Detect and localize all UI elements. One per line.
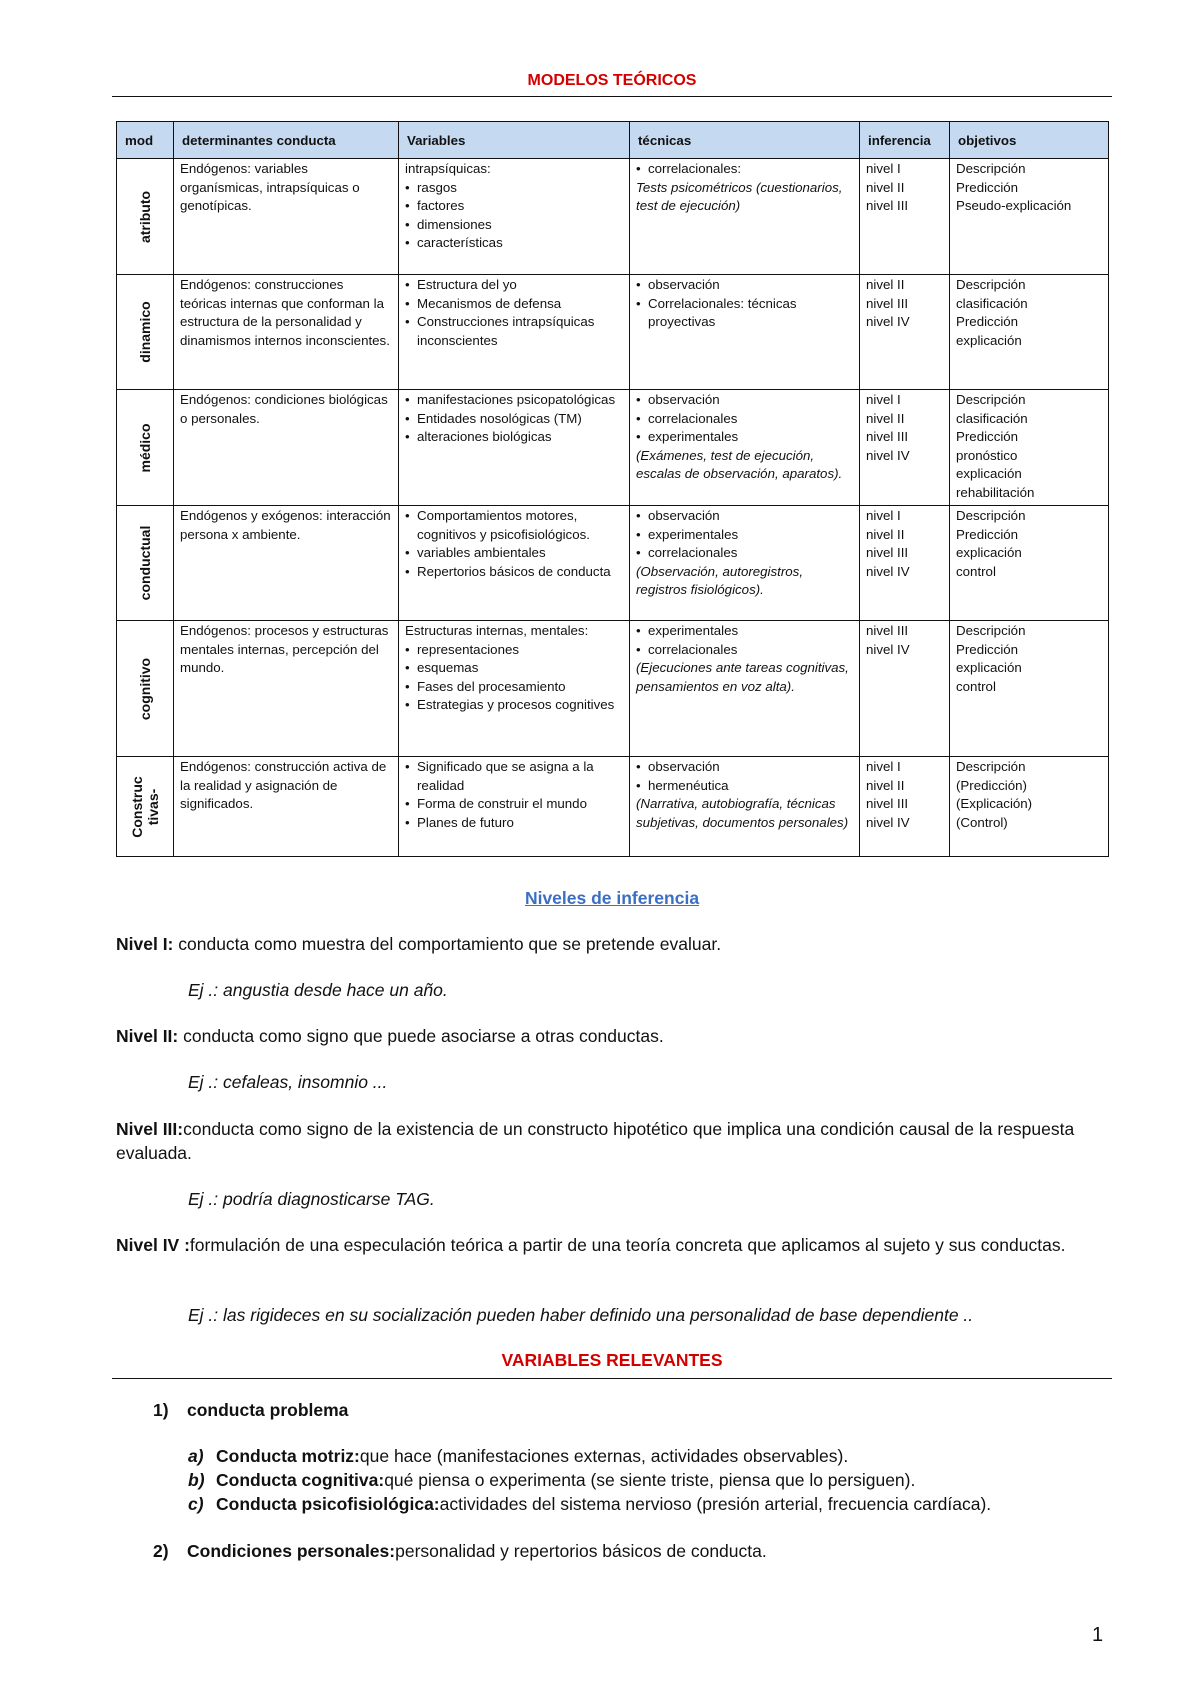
list-item: • variables ambientales (405, 544, 623, 563)
sub-item-letter: b) (188, 1470, 205, 1490)
list-item: • observación (636, 758, 853, 777)
title-divider (112, 96, 1112, 97)
variables-divider (112, 1378, 1112, 1379)
level-label: Nivel III: (116, 1119, 184, 1139)
table-row (117, 506, 1109, 621)
inference-level: nivel II (866, 179, 905, 195)
objective: Descripción (956, 277, 1026, 292)
sub-item-label: Conducta motriz: (216, 1446, 360, 1466)
inference-level: nivel IV (866, 563, 910, 579)
determinants-cell: Endógenos: variables organísmicas, intrapsíquicas o genotípicas. (174, 159, 399, 275)
inference-cell (860, 390, 950, 506)
inference-cell (860, 621, 950, 757)
list-item: • rasgos (405, 179, 623, 198)
inference-level: nivel III (866, 796, 909, 811)
inference-level: nivel III (866, 623, 909, 638)
list-item: • dimensiones (405, 216, 623, 235)
level-label: Nivel I: (116, 934, 174, 954)
inference-level: nivel II (866, 526, 905, 542)
variables-cell (399, 506, 630, 621)
column-header: técnicas (630, 122, 860, 159)
item-number: 2) (153, 1541, 169, 1561)
variables-section-title: VARIABLES RELEVANTES (501, 1350, 723, 1370)
list-item: • Significado que se asigna a la realidad (405, 758, 623, 795)
objective: Pseudo-explicación (956, 198, 1072, 213)
inference-level: nivel III (866, 295, 909, 311)
list-item: • Estrategias y procesos cognitives (405, 696, 623, 715)
sub-item (188, 1444, 848, 1468)
level-label: Nivel II: (116, 1026, 179, 1046)
model-label: atributo (137, 190, 153, 243)
table-row (117, 621, 1109, 757)
model-label: conductual (137, 525, 153, 601)
page-title: MODELOS TEÓRICOS (527, 72, 697, 89)
model-label: cognitivo (137, 657, 153, 720)
item-text: personalidad y repertorios básicos de conducta. (395, 1541, 767, 1561)
variables-cell (399, 390, 630, 506)
list-item: • Construcciones intrapsíquicas inconscientes (405, 313, 623, 350)
levels-section-title: Niveles de inferencia (524, 888, 700, 908)
sub-item-text: que hace (manifestaciones externas, actividades observables). (359, 1446, 849, 1466)
models-table (116, 121, 1109, 857)
level-text: conducta como signo de la existencia de un constructo hipotético que implica una condición causal de la respuesta evaluada. (116, 1119, 1075, 1163)
determinants-cell: Endógenos: procesos y estructuras mentales internas, percepción del mundo. (174, 621, 399, 757)
inference-level: nivel II (866, 410, 905, 426)
objective: explicación (956, 660, 1022, 675)
inference-level: nivel I (866, 759, 901, 774)
inference-level: nivel I (866, 508, 901, 523)
level-paragraph (116, 932, 1112, 956)
inference-level: nivel III (866, 198, 909, 213)
inference-level: nivel IV (866, 814, 910, 830)
list-item: • observación (636, 276, 853, 295)
techniques-cell (630, 506, 860, 621)
numbered-item (153, 1398, 348, 1422)
list-item: • correlacionales (636, 641, 853, 660)
model-cell (117, 159, 174, 275)
model-cell (117, 621, 174, 757)
inference-cell (860, 506, 950, 621)
list-item: • Repertorios básicos de conducta (405, 563, 623, 582)
table-row (117, 390, 1109, 506)
table-header-row (117, 122, 1109, 159)
determinants-cell: Endógenos: construcción activa de la realidad y asignación de significados. (174, 757, 399, 857)
list-item: • hermenéutica (636, 777, 853, 796)
objective: (Control) (956, 814, 1008, 830)
level-example: Ej .: cefaleas, insomnio ... (188, 1072, 388, 1092)
level-example: Ej .: podría diagnosticarse TAG. (188, 1189, 435, 1209)
objective: explicación (956, 545, 1022, 560)
level-paragraph (116, 1233, 1112, 1257)
list-item: • observación (636, 391, 853, 410)
inference-level: nivel IV (866, 447, 910, 463)
model-cell (117, 506, 174, 621)
list-item: • experimentales (636, 526, 853, 545)
inference-cell (860, 757, 950, 857)
objective: (Predicción) (956, 777, 1027, 793)
list-item: • esquemas (405, 659, 623, 678)
item-number: 1) (153, 1400, 169, 1420)
objective: Predicción (956, 179, 1019, 195)
variables-cell (399, 159, 630, 275)
level-paragraph (116, 1024, 1112, 1048)
objective: (Explicación) (956, 796, 1033, 811)
column-header: inferencia (860, 122, 950, 159)
list-item: • Forma de construir el mundo (405, 795, 623, 814)
table-row (117, 159, 1109, 275)
level-text: formulación de una especulación teórica a partir de una teoría concreta que aplicamos al sujeto y sus conductas. (189, 1235, 1066, 1255)
techniques-note: (Ejecuciones ante tareas cognitivas, pensamientos en voz alta). (636, 660, 849, 694)
column-header: objetivos (950, 122, 1109, 159)
objective: Descripción (956, 392, 1026, 407)
objectives-cell (950, 390, 1109, 506)
level-paragraph (116, 1117, 1112, 1165)
sub-item-text: qué piensa o experimenta (se siente triste, piensa que lo persiguen). (384, 1470, 916, 1490)
model-label (129, 776, 161, 837)
list-item: • Entidades nosológicas (TM) (405, 410, 623, 429)
objectives-cell (950, 275, 1109, 390)
inference-level: nivel I (866, 392, 901, 407)
objective: Predicción (956, 314, 1019, 329)
objective: Descripción (956, 623, 1026, 638)
variables-cell (399, 757, 630, 857)
model-label-line: tivas- (145, 788, 161, 825)
model-cell (117, 757, 174, 857)
inference-level: nivel III (866, 429, 909, 444)
objective: explicación (956, 466, 1022, 481)
list-item: • manifestaciones psicopatológicas (405, 391, 623, 410)
sub-item-label: Conducta psicofisiológica: (216, 1494, 440, 1514)
objective: pronóstico (956, 447, 1018, 463)
techniques-note: (Narrativa, autobiografía, técnicas subjetivas, documentos personales) (636, 796, 849, 830)
inference-level: nivel IV (866, 641, 910, 657)
objective: clasificación (956, 295, 1028, 311)
objectives-cell (950, 621, 1109, 757)
objective: control (956, 563, 996, 579)
techniques-note: Tests psicométricos (cuestionarios, test de ejecución) (636, 179, 843, 213)
model-label: dinamico (137, 301, 153, 363)
objective: Predicción (956, 641, 1019, 657)
item-label: Condiciones personales: (187, 1541, 396, 1561)
list-item: • correlacionales: (636, 160, 853, 179)
determinants-cell: Endógenos y exógenos: interacción persona x ambiente. (174, 506, 399, 621)
objectives-cell (950, 757, 1109, 857)
model-cell (117, 390, 174, 506)
list-item: • correlacionales (636, 410, 853, 429)
sub-item-label: Conducta cognitiva: (216, 1470, 385, 1490)
list-item: • representaciones (405, 641, 623, 660)
variables-intro: Estructuras internas, mentales: (405, 623, 589, 638)
sub-item-letter: a) (188, 1446, 204, 1466)
list-item: • Estructura del yo (405, 276, 623, 295)
sub-item (188, 1468, 915, 1492)
table-row (117, 757, 1109, 857)
list-item: • observación (636, 507, 853, 526)
inference-level: nivel I (866, 161, 901, 176)
model-label-line: Construc (129, 775, 145, 838)
list-item: • correlacionales (636, 544, 853, 563)
objective: Descripción (956, 161, 1026, 176)
inference-cell (860, 159, 950, 275)
table-row (117, 275, 1109, 390)
level-text: conducta como signo que puede asociarse a otras conductas. (178, 1026, 664, 1046)
sub-item-letter: c) (188, 1494, 204, 1514)
sub-item (188, 1492, 991, 1516)
objective: rehabilitación (956, 484, 1035, 500)
techniques-cell (630, 621, 860, 757)
inference-level: nivel III (866, 545, 909, 560)
techniques-cell (630, 757, 860, 857)
objective: control (956, 678, 996, 694)
techniques-cell (630, 390, 860, 506)
objective: Predicción (956, 526, 1019, 542)
numbered-item (153, 1539, 767, 1563)
list-item: • experimentales (636, 622, 853, 641)
determinants-cell: Endógenos: construcciones teóricas internas que conforman la estructura de la personalidad y dinamismos internos inconscientes. (174, 275, 399, 390)
techniques-note: (Observación, autoregistros, registros fisiológicos). (636, 563, 804, 597)
inference-cell (860, 275, 950, 390)
sub-item-text: actividades del sistema nervioso (presión arterial, frecuencia cardíaca). (439, 1494, 992, 1514)
list-item: • Planes de futuro (405, 814, 623, 833)
objective: explicación (956, 332, 1022, 348)
objectives-cell (950, 506, 1109, 621)
objective: Descripción (956, 759, 1026, 774)
variables-cell (399, 621, 630, 757)
variables-intro: intrapsíquicas: (405, 161, 491, 176)
list-item: • alteraciones biológicas (405, 428, 623, 447)
item-label: conducta problema (187, 1400, 349, 1420)
objective: clasificación (956, 410, 1028, 426)
column-header: Variables (399, 122, 630, 159)
inference-level: nivel II (866, 777, 905, 793)
model-cell (117, 275, 174, 390)
list-item: • factores (405, 197, 623, 216)
variables-cell (399, 275, 630, 390)
inference-level: nivel II (866, 277, 905, 292)
techniques-cell (630, 275, 860, 390)
inference-level: nivel IV (866, 314, 910, 329)
level-example: Ej .: angustia desde hace un año. (188, 980, 448, 1000)
column-header: mod (117, 122, 174, 159)
column-header: determinantes conducta (174, 122, 399, 159)
list-item: • características (405, 234, 623, 253)
list-item: • Mecanismos de defensa (405, 295, 623, 314)
page-number: 1 (1092, 1624, 1104, 1646)
techniques-cell (630, 159, 860, 275)
techniques-note: (Exámenes, test de ejecución, escalas de observación, aparatos). (636, 447, 843, 481)
list-item: • Correlacionales: técnicas proyectivas (636, 295, 853, 332)
level-example: Ej .: las rigideces en su socialización pueden haber definido una personalidad de base dependiente .. (188, 1305, 974, 1325)
model-label: médico (137, 422, 153, 473)
list-item: • Comportamientos motores, cognitivos y psicofisiológicos. (405, 507, 623, 544)
objectives-cell (950, 159, 1109, 275)
list-item: • Fases del procesamiento (405, 678, 623, 697)
level-text: conducta como muestra del comportamiento que se pretende evaluar. (173, 934, 722, 954)
objective: Descripción (956, 508, 1026, 523)
determinants-cell: Endógenos: condiciones biológicas o personales. (174, 390, 399, 506)
level-label: Nivel IV : (116, 1235, 190, 1255)
list-item: • experimentales (636, 428, 853, 447)
objective: Predicción (956, 429, 1019, 444)
